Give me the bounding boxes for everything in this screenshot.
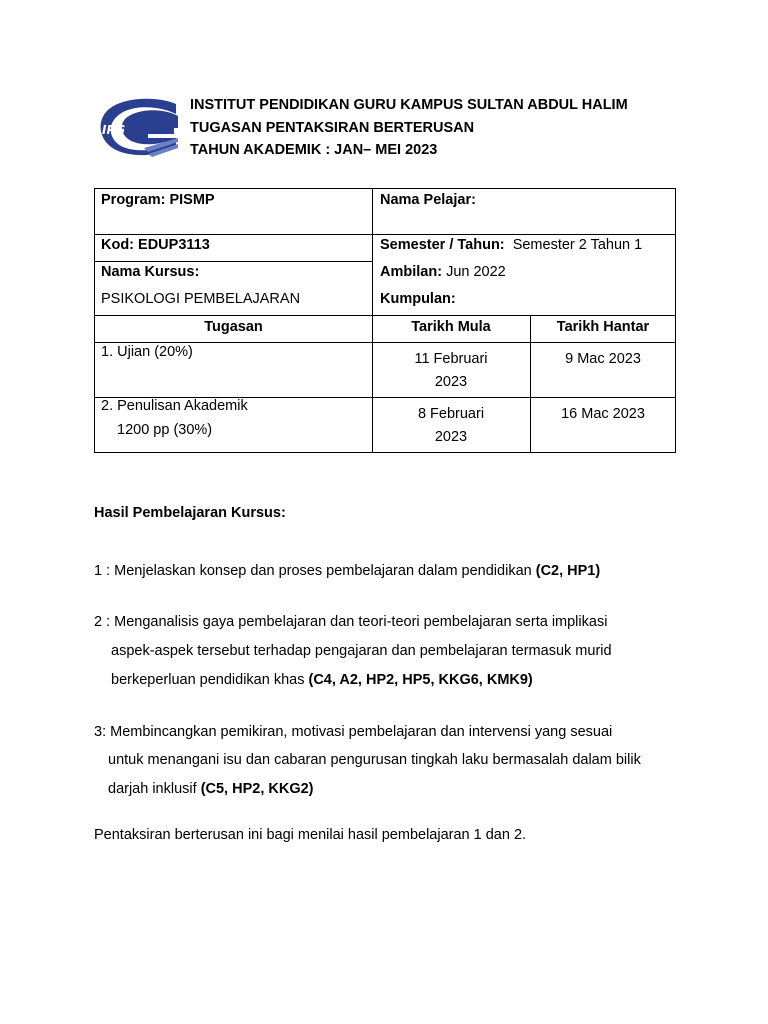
institute-name: INSTITUT PENDIDIKAN GURU KAMPUS SULTAN ABDUL HALIM bbox=[190, 97, 628, 113]
outcome-2-line1: 2 : Menganalisis gaya pembelajaran dan teori-teori pembelajaran serta implikasi bbox=[94, 614, 608, 630]
column-header-task: Tugasan bbox=[204, 319, 263, 335]
group-label: Kumpulan: bbox=[380, 291, 456, 307]
course-name-label: Nama Kursus: bbox=[101, 264, 200, 280]
column-header-due-date: Tarikh Hantar bbox=[556, 319, 650, 335]
learning-outcomes-title: Hasil Pembelajaran Kursus: bbox=[94, 505, 286, 521]
outcome-3-line2: untuk menangani isu dan cabaran pengurusan tingkah laku bermasalah dalam bilik bbox=[108, 752, 641, 768]
outcome-1-text: 1 : Menjelaskan konsep dan proses pembelajaran dalam pendidikan bbox=[94, 563, 536, 579]
task-1-name: 1. Ujian (20%) bbox=[101, 344, 193, 360]
task-1-due: 9 Mac 2023 bbox=[565, 351, 641, 367]
document-header bbox=[190, 94, 628, 162]
outcome-2-line3-text: berkeperluan pendidikan khas bbox=[111, 672, 309, 688]
table-column-divider bbox=[530, 315, 531, 453]
outcome-2-line2: aspek-aspek tersebut terhadap pengajaran dan pembelajaran termasuk murid bbox=[111, 643, 612, 659]
table-border-top bbox=[94, 188, 676, 189]
student-name-label: Nama Pelajar: bbox=[380, 192, 476, 208]
task-2-name-line1: 2. Penulisan Akademik bbox=[101, 398, 248, 414]
column-header-start-date: Tarikh Mula bbox=[411, 319, 491, 335]
outcome-3-line3 bbox=[108, 781, 314, 797]
outcome-3-line1: 3: Membincangkan pemikiran, motivasi pembelajaran dan intervensi yang sesuai bbox=[94, 724, 613, 740]
semester-year bbox=[380, 237, 642, 253]
task-1-start-line1: 11 Februari bbox=[414, 351, 488, 367]
outcome-1-codes: (C2, HP1) bbox=[535, 563, 601, 579]
intake bbox=[380, 264, 506, 280]
semester-value: Semester 2 Tahun 1 bbox=[512, 237, 643, 253]
course-name-value: PSIKOLOGI PEMBELAJARAN bbox=[101, 291, 301, 307]
outcome-2-line3 bbox=[111, 672, 533, 688]
task-2-name-line2: 1200 pp (30%) bbox=[117, 422, 213, 438]
logo-text: IPG bbox=[102, 123, 126, 137]
task-2-start-line2: 2023 bbox=[434, 429, 468, 445]
table-row-divider bbox=[94, 234, 676, 235]
outcome-2-codes: (C4, A2, HP2, HP5, KKG6, KMK9) bbox=[308, 672, 533, 688]
assessment-note: Pentaksiran berterusan ini bagi menilai hasil pembelajaran 1 dan 2. bbox=[94, 827, 527, 843]
table-row-divider bbox=[94, 342, 676, 343]
outcome-1 bbox=[94, 563, 600, 579]
assignment-title: TUGASAN PENTAKSIRAN BERTERUSAN bbox=[190, 119, 475, 136]
task-2-start-line1: 8 Februari bbox=[417, 406, 485, 422]
task-1-start-line2: 2023 bbox=[434, 374, 468, 390]
table-row-divider bbox=[94, 261, 373, 262]
program-label: Program: PISMP bbox=[101, 192, 215, 208]
table-row-divider bbox=[94, 315, 676, 316]
semester-label: Semester / Tahun: bbox=[380, 237, 505, 253]
course-code: Kod: EDUP3113 bbox=[101, 237, 210, 253]
academic-year: TAHUN AKADEMIK : JAN– MEI 2023 bbox=[190, 142, 438, 158]
intake-value: Jun 2022 bbox=[446, 264, 506, 280]
task-2-due: 16 Mac 2023 bbox=[561, 406, 645, 422]
intake-label: Ambilan: bbox=[380, 264, 443, 280]
outcome-3-codes: (C5, HP2, KKG2) bbox=[200, 781, 314, 797]
ipg-logo bbox=[98, 98, 180, 158]
outcome-3-line3-text: darjah inklusif bbox=[108, 781, 201, 797]
table-border-bottom bbox=[94, 452, 676, 453]
